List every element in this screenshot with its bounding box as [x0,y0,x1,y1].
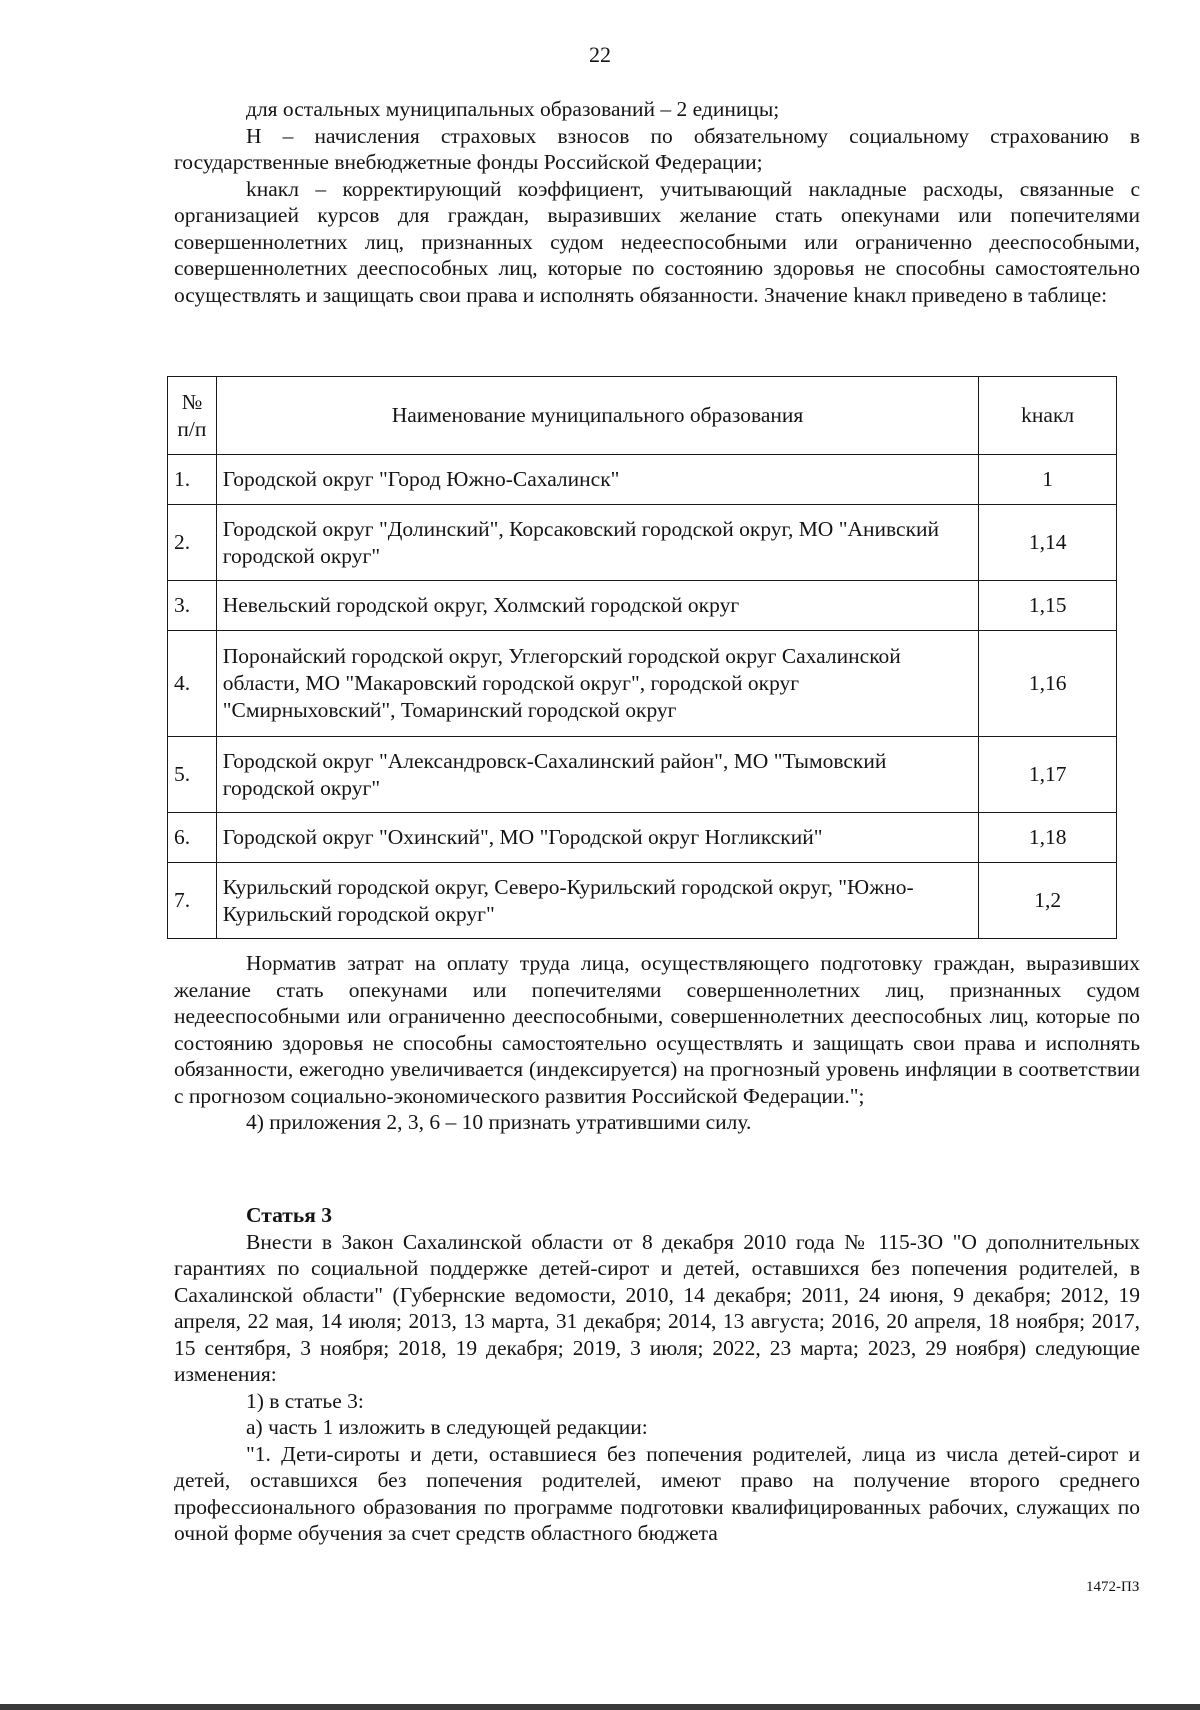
article-3-quote: "1. Дети-сироты и дети, оставшиеся без попечения родителей, лица из числа детей-сирот и детей, оставшихся без попечения родителей, имеют право на получение второго среднего профессионального образования по программе подготовки квалифицированных рабочих, служащих по очной форме обучения за счет средств областного бюджета [174,1441,1140,1545]
table-row [168,505,1117,581]
row-value: 1,18 [979,813,1117,863]
row-value: 1 [979,455,1117,505]
table-row [168,455,1117,505]
coefficient-table [167,376,1117,939]
table-row [168,813,1117,863]
header-num: № п/п [168,377,217,455]
row-num: 5. [168,737,217,813]
table-row [168,737,1117,813]
row-num: 6. [168,813,217,863]
row-value: 1,14 [979,505,1117,581]
header-name: Наименование муниципального образования [216,377,979,455]
scan-edge-line [0,1704,1200,1710]
row-num: 1. [168,455,217,505]
intro-line-2: Н – начисления страховых взносов по обязательному социальному страхованию в государственные внебюджетные фонды Российской Федерации; [174,123,1140,174]
row-num: 3. [168,581,217,631]
table-row [168,581,1117,631]
article-3-item-a: а) часть 1 изложить в следующей редакции: [246,1415,648,1439]
row-value: 1,17 [979,737,1117,813]
article-3-intro: Внести в Закон Сахалинской области от 8 декабря 2010 года № 115-ЗО "О дополнительных гарантиях по социальной поддержке детей-сирот и детей, оставшихся без попечения родителей, в Сахалинской области" (Губернские ведомости, 2010, 14 декабря; 2011, 24 июня, 9 декабря; 2012, 19 апреля, 22 мая, 14 июля; 2013, 13 марта, 31 декабря; 2014, 13 августа; 2016, 20 апреля, 18 ноября; 2017, 15 сентября, 3 ноября; 2018, 19 декабря; 2019, 3 июля; 2022, 23 марта; 2023, 29 ноября) следующие изменения: [174,1229,1140,1386]
row-name: Невельский городской округ, Холмский городской округ [216,581,979,631]
row-name: Городской округ "Охинский", МО "Городской округ Ногликский" [216,813,979,863]
row-value: 1,16 [979,631,1117,737]
intro-line-3: kнакл – корректирующий коэффициент, учитывающий накладные расходы, связанные с организацией курсов для граждан, выразивших желание стать опекунами или попечителями совершеннолетних лиц, признанных судом недееспособными или ограниченно дееспособными, совершеннолетних дееспособных лиц, которые по состоянию здоровья не способны самостоятельно осуществлять и защищать свои права и исполнять обязанности. Значение kнакл приведено в таблице: [174,176,1140,307]
page-number: 22 [589,42,611,67]
row-name: Городской округ "Александровск-Сахалинский район", МО "Тымовский городской округ" [216,737,979,813]
document-code: 1472-ПЗ [1086,1579,1140,1595]
row-value: 1,15 [979,581,1117,631]
article-3-block [174,1202,1140,1547]
row-num: 4. [168,631,217,737]
row-name: Поронайский городской округ, Углегорский городской округ Сахалинской области, МО "Макаровский городской округ", городской округ "Смирныховский", Томаринский городской округ [216,631,979,737]
after-table-block [174,950,1140,1136]
table-header-row [168,377,1117,455]
article-3-title: Статья 3 [246,1203,332,1227]
table-row [168,863,1117,939]
row-name: Городской округ "Долинский", Корсаковский городской округ, МО "Анивский городской округ" [216,505,979,581]
intro-line-1: для остальных муниципальных образований – 2 единицы; [246,97,780,121]
row-name: Городской округ "Город Южно-Сахалинск" [216,455,979,505]
row-name: Курильский городской округ, Северо-Курильский городской округ, "Южно-Курильский городской округ" [216,863,979,939]
row-num: 7. [168,863,217,939]
intro-block [174,96,1140,308]
table-row [168,631,1117,737]
norm-paragraph: Норматив затрат на оплату труда лица, осуществляющего подготовку граждан, выразивших желание стать опекунами или попечителями совершеннолетних лиц, признанных судом недееспособными или ограниченно дееспособными, совершеннолетних дееспособных лиц, которые по состоянию здоровья не способны самостоятельно осуществлять и защищать свои права и исполнять обязанности, ежегодно увеличивается (индексируется) на прогнозный уровень инфляции в соответствии с прогнозом социально-экономического развития Российской Федерации."; [174,951,1140,1108]
header-value: kнакл [979,377,1117,455]
article-3-item-1: 1) в статье 3: [246,1388,364,1413]
item-4: 4) приложения 2, 3, 6 – 10 признать утратившими силу. [246,1110,752,1134]
row-value: 1,2 [979,863,1117,939]
row-num: 2. [168,505,217,581]
